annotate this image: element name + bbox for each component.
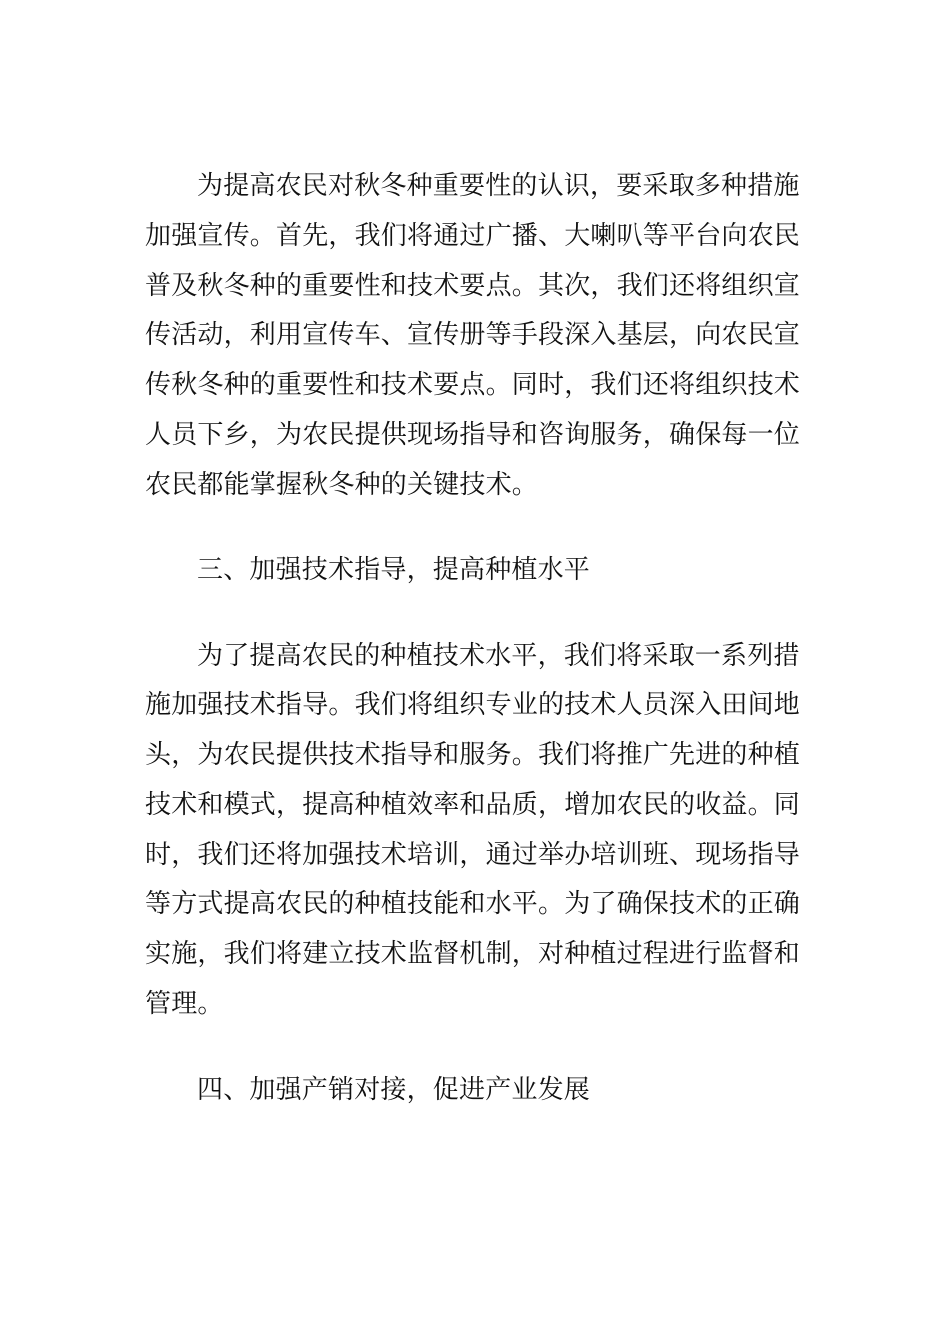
paragraph-2-line-4: 技术和模式，提高种植效率和品质，增加农民的收益。同 bbox=[145, 790, 801, 820]
paragraph-1-line-6: 人员下乡，为农民提供现场指导和咨询服务，确保每一位 bbox=[145, 420, 801, 450]
paragraph-2-line-1: 为了提高农民的种植技术水平，我们将采取一系列措 bbox=[197, 641, 800, 671]
paragraph-2-line-3: 头，为农民提供技术指导和服务。我们将推广先进的种植 bbox=[145, 740, 801, 770]
paragraph-1-line-2: 加强宣传。首先，我们将通过广播、大喇叭等平台向农民 bbox=[145, 221, 801, 251]
paragraph-1-line-1: 为提高农民对秋冬种重要性的认识，要采取多种措施 bbox=[197, 171, 800, 201]
paragraph-2-line-7: 实施，我们将建立技术监督机制，对种植过程进行监督和 bbox=[145, 939, 801, 969]
paragraph-2-line-6: 等方式提高农民的种植技能和水平。为了确保技术的正确 bbox=[145, 889, 801, 919]
paragraph-2-line-5: 时，我们还将加强技术培训，通过举办培训班、现场指导 bbox=[145, 840, 801, 870]
section-heading-4: 四、加强产销对接，促进产业发展 bbox=[197, 1075, 591, 1105]
paragraph-1-line-3: 普及秋冬种的重要性和技术要点。其次，我们还将组织宣 bbox=[145, 271, 801, 301]
paragraph-2-line-8: 管理。 bbox=[145, 989, 224, 1019]
paragraph-1-line-7: 农民都能掌握秋冬种的关键技术。 bbox=[145, 470, 539, 500]
paragraph-1-line-4: 传活动，利用宣传车、宣传册等手段深入基层，向农民宣 bbox=[145, 320, 801, 350]
section-heading-3: 三、加强技术指导，提高种植水平 bbox=[197, 555, 591, 585]
paragraph-1-line-5: 传秋冬种的重要性和技术要点。同时，我们还将组织技术 bbox=[145, 370, 801, 400]
paragraph-2-line-2: 施加强技术指导。我们将组织专业的技术人员深入田间地 bbox=[145, 690, 801, 720]
